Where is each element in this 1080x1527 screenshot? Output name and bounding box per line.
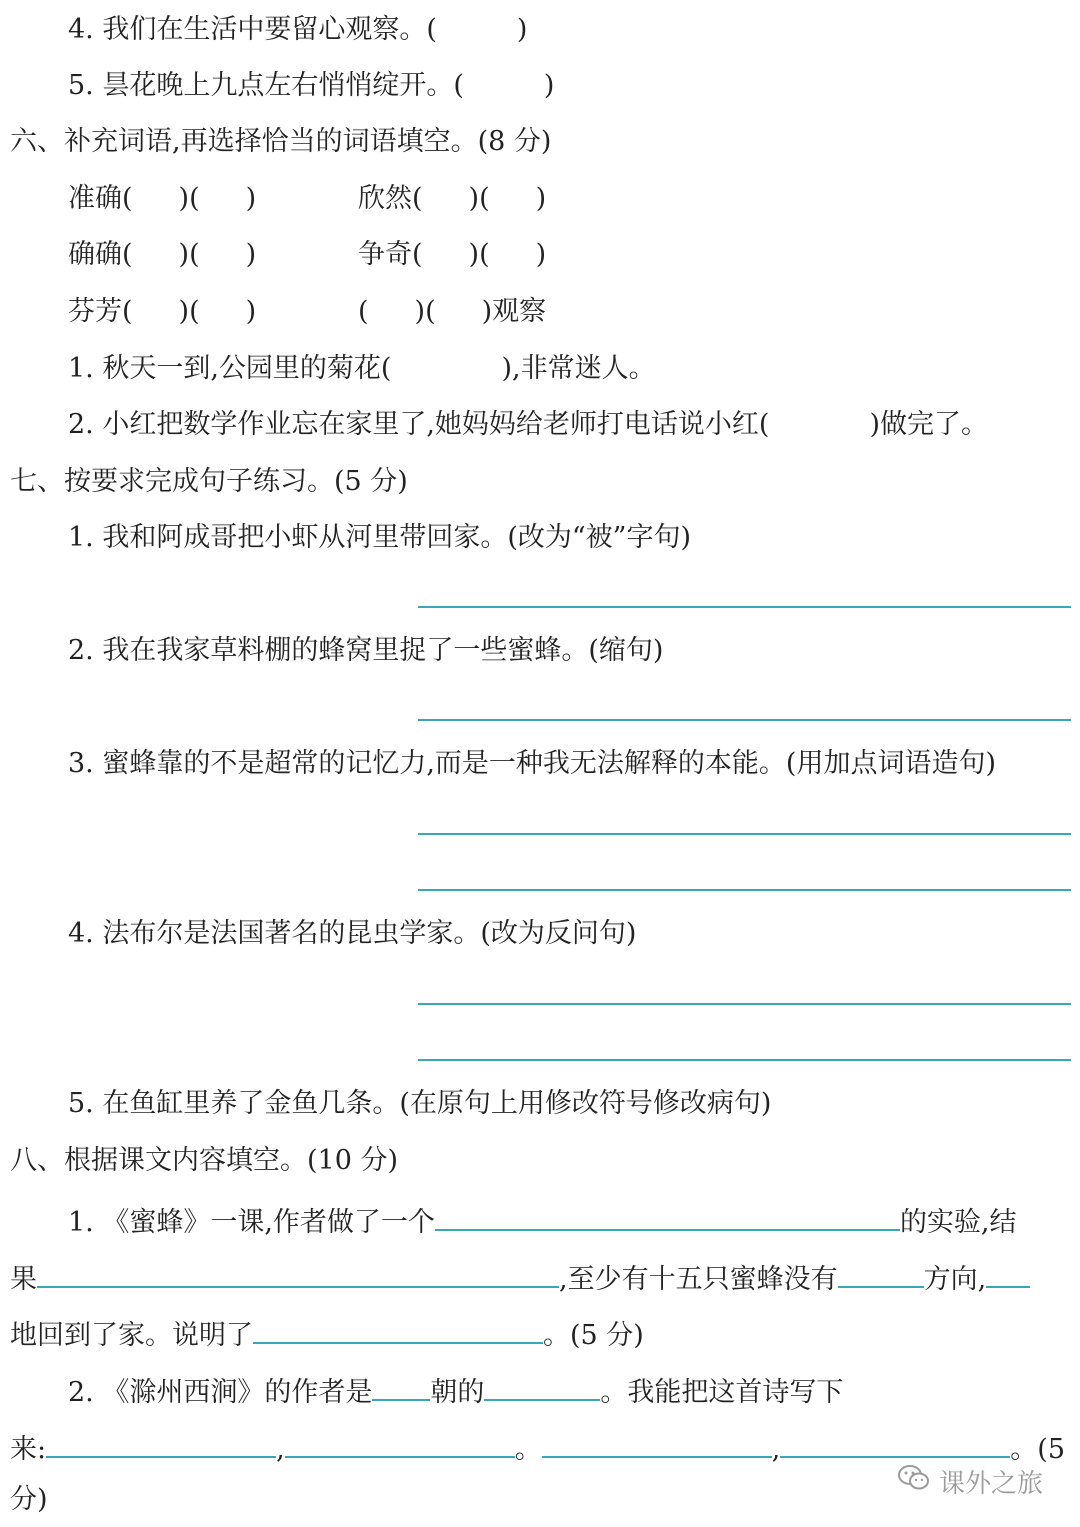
sec5-q5: 5. 昙花晚上九点左右悄悄绽开。( )	[68, 70, 555, 101]
sec6-heading: 六、补充词语,再选择恰当的词语填空。(8 分)	[10, 126, 552, 157]
sec8-heading: 八、根据课文内容填空。(10 分)	[10, 1145, 399, 1176]
sec6-word-6: ( )( )观察	[358, 296, 547, 327]
answer-line[interactable]	[418, 889, 1071, 891]
sec7-q1: 1. 我和阿成哥把小虾从河里带回家。(改为“被”字句)	[68, 522, 692, 553]
fill-blank[interactable]	[46, 1426, 276, 1458]
wechat-icon	[897, 1463, 931, 1500]
sec8-q2-line1: 2. 《滁州西涧》的作者是 朝的 。我能把这首诗写下	[68, 1369, 843, 1411]
sec8-q2-score: 分)	[10, 1484, 48, 1515]
answer-line[interactable]	[418, 1059, 1071, 1061]
answer-line[interactable]	[418, 606, 1071, 608]
watermark-text: 课外之旅	[939, 1469, 1044, 1499]
sec7-heading: 七、按要求完成句子练习。(5 分)	[10, 466, 408, 497]
sec5-q4: 4. 我们在生活中要留心观察。( )	[68, 14, 528, 45]
fill-blank[interactable]	[37, 1256, 559, 1288]
answer-line[interactable]	[418, 719, 1071, 721]
fill-blank[interactable]	[285, 1426, 515, 1458]
answer-line[interactable]	[418, 833, 1071, 835]
sec6-word-4: 争奇( )( )	[358, 239, 547, 270]
sec8-q2-line2: 来: , 。 , 。(5	[10, 1426, 1065, 1468]
sec6-word-5: 芬芳( )( )	[68, 296, 257, 327]
sec8-q1-line1: 1. 《蜜蜂》一课,作者做了一个 的实验,结	[68, 1199, 1017, 1241]
watermark	[897, 1463, 1043, 1500]
sec8-q1-line3: 地回到了家。说明了 。(5 分)	[10, 1312, 644, 1354]
fill-blank[interactable]	[253, 1312, 543, 1344]
sec6-sentence-2: 2. 小红把数学作业忘在家里了,她妈妈给老师打电话说小红( )做完了。	[68, 409, 989, 440]
sec7-q2: 2. 我在我家草料棚的蜂窝里捉了一些蜜蜂。(缩句)	[68, 635, 664, 666]
answer-line[interactable]	[418, 1003, 1071, 1005]
fill-blank[interactable]	[484, 1369, 600, 1401]
sec6-word-1: 准确( )( )	[68, 183, 257, 214]
fill-blank[interactable]	[780, 1426, 1010, 1458]
fill-blank[interactable]	[838, 1256, 924, 1288]
sec6-word-2: 欣然( )( )	[358, 183, 547, 214]
fill-blank[interactable]	[986, 1256, 1030, 1288]
fill-blank[interactable]	[435, 1199, 900, 1231]
fill-blank[interactable]	[372, 1369, 430, 1401]
fill-blank[interactable]	[542, 1426, 772, 1458]
sec6-word-3: 确确( )( )	[68, 239, 257, 270]
sec7-q4: 4. 法布尔是法国著名的昆虫学家。(改为反问句)	[68, 918, 637, 949]
sec6-sentence-1: 1. 秋天一到,公园里的菊花( ),非常迷人。	[68, 353, 656, 384]
sec7-q5: 5. 在鱼缸里养了金鱼几条。(在原句上用修改符号修改病句)	[68, 1088, 772, 1119]
sec7-q3: 3. 蜜蜂靠的不是超常的记忆力,而是一种我无法解释的本能。(用加点词语造句)	[68, 748, 996, 779]
sec8-q1-line2: 果 ,至少有十五只蜜蜂没有 方向,	[10, 1256, 1030, 1298]
